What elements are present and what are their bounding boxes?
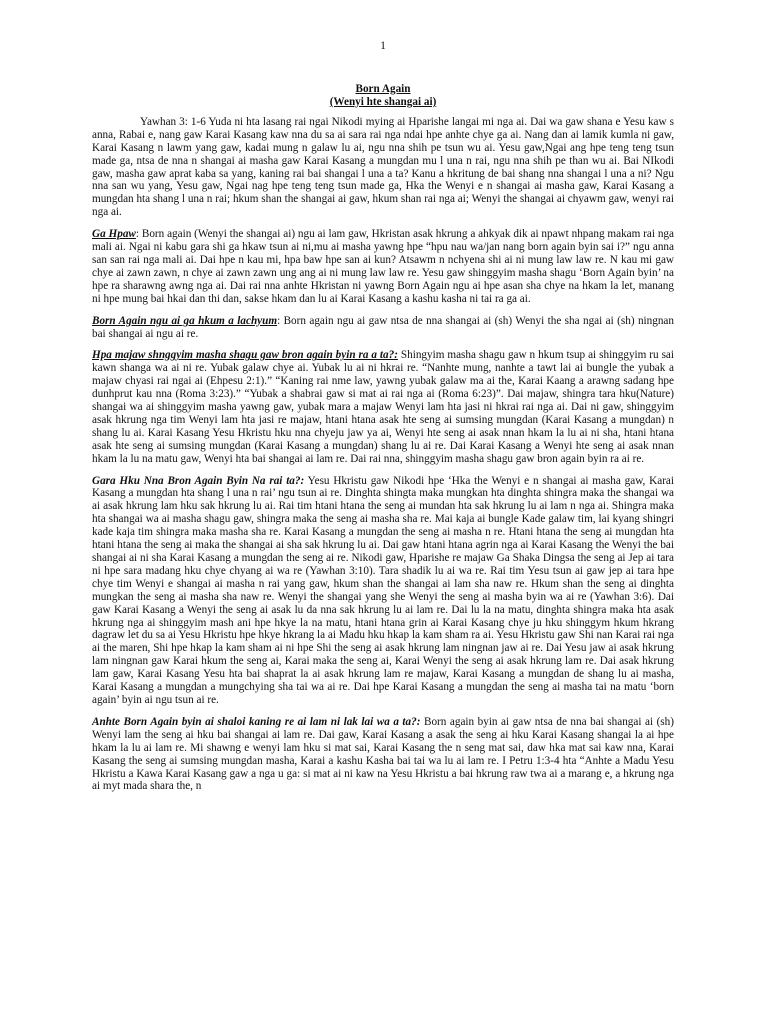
section-text: Born again (Wenyi the shangai ai) ngu ai lam gaw, Hkristan asak hkrung a ahkyak dik ai npawt nhpang makam rai nga mali ai. Ngai ni kabu gara shi ga hkaw tsun ai ni,mu ai masha yawng hpe “hpu nau wa/jan nang born again byin sai i?” ngu anna san san rai nga mali ai. Dai hpe n kau mi, hpa baw hpe san ai kun? Atsawm n nchyena shi ai ni mung law law re. N kau mi gaw chye ai zawn zawn, n chye ai zawn zawn ung ang ai ni mung law law re. Yesu gaw shinggyim masha shagu ‘Born Again byin’ na hpe ra sharawng awng nga ai. Dai rai nna anhte Hkristan ni yawng Born Again ngu ai hpe asan sha chye na hkam la let, manang ni hpe mung bai hkai dan thi dan, sakse hkam dan lu ai Karai Kasang a kashu kasha ni tai ra ga ai. [92, 228, 674, 305]
section-ga-hpaw [92, 228, 674, 305]
section-meaning [92, 315, 674, 341]
section-text: Born again byin ai gaw ntsa de nna bai shangai ai (sh) Wenyi lam the seng ai hku bai shangai ai lam re. Dai gaw, Karai Kasang a asak the seng ai hku Karai Kasang shangai la ai hpe hkam la lu ai lam re. Mi shawng e wenyi lam hku si mat sai, Karai Kasang the n seng mat sai, daw hka mat sai kaw nna, Karai Kasang the seng ai sumsing mungdan masha, Karai a kashu Kasha bai tai wa lu ai lam re. I Petru 1:3-4 hta “Anhte a Madu Yesu Hkristu a Kawa Karai Kasang gaw a nga u ga: si mat ai ni kaw na Yesu Hkristu a bai hkrung raw twa ai a marang e, a hkrung nga ai myt mada shara the, n [92, 715, 674, 793]
section-heading: Anhte Born Again byin ai shaloi kaning re ai lam ni lak lai wa a ta?: [92, 715, 421, 728]
section-text: Yesu Hkristu gaw Nikodi hpe ‘Hka the Wenyi e n shangai ai masha gaw, Karai Kasang a mungdan hta shang l una n rai’ ngu tsun ai re. Dinghta shingta maka mungkan hta dinghta shingra maka the shangai wa ai asak hkrung lam hku sak hkrung lu ai. Rai tim htani htana the seng ai mundan hta sak hkrung lu ai lam n nga ai. Shingra maka hta shangai wa ai masha shagu gaw, shingra maka the seng ai masha sha re. Mai kaja ai bungle Kade galaw tim, lai kyang shingri kade kaja tim shingra maka masha sha re. Karai Kasang a mungdan the seng ai masha n re. Htani htana the seng ai mungdan hta htani htana the seng ai maka the shangai ai sha sak hkrung lu ai. Dai gaw htani htana agrin nga ai Karai Kasang the Wenyi the bai shangai ai ni sha Karai Kasang a mungdan the seng ai re. Nikodi gaw, Hparishe re majaw Ga Shaka Dingsa the seng ai Jep ai tara ni hpe sara madang hku chye chyang ai wa re (Yawhan 3:10). Tara shadik lu ai wa re. Rai tim Yesu tsun ai gaw jep ai tara hpe chye tim Wenyi e shangai ai masha n rai yang gaw, hkum shan the shangai ai lam sha naw re. Hkum shan the seng ai dinghta mungkan the seng ai masha sha naw re. Wenyi the shangai yang she Wenyi the seng ai masha byin wa ai re (Yawhan 3:6). Dai gaw Karai Kasang a Wenyi the seng ai asak lu da nna sak hkrung lu ai lam re. Dai lu la na matu, dinghta shingra maka hta asak hkrung nga ai shinggyim mash ani hpe hkye la na matu, htani htana grin ai Karai Kasang chye ju hku shinggym hkum hkrang dagraw let du sa ai Yesu Hkristu hpe hkye hkrang la ai Madu hku hkap la kam sham ra ai. Yesu Hkristu gaw Shi nan Karai rai nga ai the maren, Shi hpe hkap la kam sham ai ni hpe Shi the seng ai asak hkrung lam ningnan jaw ai re. Dai Yesu jaw ai asak hkrung lam ningnan gaw Karai hkum the seng ai, Karai maka the seng ai, Karai Wenyi the seng ai asak hkrung lam re. Dai asak hkrung lam gaw, Karai Kasang Yesu hta bai shaprat la ai asak hkrung lam re majaw, Karai Kasang a mungdan de shang lu ai masha, Karai Kasang a mungdan a mungchying sha tai wa ai re. Dai hpe Karai Kasang a mungdan the seng ai masha tai na matu ‘born again’ byin ai ngu tsun ai re. [92, 474, 674, 706]
section-what-happens [92, 716, 674, 793]
section-text: Shingyim masha shagu gaw n hkum tsup ai shinggyim ru sai kawn shanga wa ai ni re. Yubak galaw chye ai. Yubak lu ai ni hkrai re. “Nanhte mung, nanhte a tawt lai ai bungle the yubak a majaw chyasi rai ngai ai (Ehpesu 2:1).” “Kaning rai nme law, yawng yubak galaw ma ai the, Karai Kaang a arawng sadang hpe dunhprut kau nna (Roma 3:23).” “Yubak a shabrai gaw si mat ai rai nga ai (Roma 6:23)”. Dai majaw, shingra tara hku(Nature) shangai wa ai shinggyim masha yawng gaw, yubak mara a majaw Wenyi lam hta jasi ni hkrai rai nga ai. Dai ni gaw, shinggyim asak hkrung nga tim Wenyi lam hta jasi re majaw, htani htana asak hte seng ai sumsing mungdan (Karai Kasang a mungdan) n shang lu ai. Karai Kasang Yesu Hkristu hku nna chyeju jaw ya ai, Wenyi hte seng ai asak nnan hkam la lu ai ni sha, htani htana asak hte seng ai sumsing mungdan (Karai Kasang a mungdan) shang lu ai re. Dai Karai Kasang a Wenyi hte seng ai asak nnan hkam la lu na matu gaw, Wenyi hta bai shangai ai lam re. Dai rai nna, shinggyim masha shagu gaw bron again byin ra ai re. [92, 349, 674, 465]
section-heading: Hpa majaw shnggyim masha shagu gaw bron again byin ra a ta?: [92, 349, 398, 362]
section-how [92, 475, 674, 707]
section-why [92, 349, 674, 465]
intro-paragraph: Yawhan 3: 1-6 Yuda ni hta lasang rai ngai Nikodi mying ai Hparishe langai mi nga ai. Dai wa gaw shana e Yesu kaw s anna, Rabai e, nang gaw Karai Kasang kaw nna du sa ai sara rai nga ndai hpe anhte chye ga ai. Nang dan ai lamik kumla ni gaw, Karai Kasang n lawm yang gaw, kadai mung n galaw lu ai, ngu nna shih pe tsun wu ai. Yesu gaw,Ngai ang hpe teng teng tsun made ga, ntsa de nna n shangai ai masha gaw Karai Kasang a mungdan mu l una n rai, ngu nna shih pe than wu ai. Bai NIkodi gaw, masha gaw aprat kaba sa yang, kaning rai bai shangai l una a ta? Kanu a hkritung de bai shang nna shangai l una a ni? Ngu nna san wu yang, Yesu gaw, Ngai nag hpe teng teng tsun made ga, Hka the Wenyi e n shangai ai masha gaw, Karai Kasang a mungdan hta shang l una n rai; hkum shan the shangai ai gaw, hkum shan rai nga ai; Wenyi the shangai ai chyawm gaw, wenyi rai nga ai. [92, 115, 674, 219]
section-text: Born again ngu ai gaw ntsa de nna shangai ai (sh) Wenyi the sha ngai ai (sh) ningnan bai shangai ai ngu ai re. [92, 314, 674, 340]
document-page [92, 40, 674, 802]
page-number: 1 [380, 40, 386, 52]
section-heading: Ga Hpaw [92, 228, 136, 241]
document-title: Born Again [355, 82, 411, 95]
section-heading: Gara Hku Nna Bron Again Byin Na rai ta?: [92, 474, 305, 487]
document-subtitle: (Wenyi hte shangai ai) [329, 95, 437, 108]
section-separator: : [277, 314, 284, 327]
section-heading: Born Again ngu ai ga hkum a lachyum [92, 314, 278, 327]
title-block [92, 83, 674, 109]
section-separator: : [135, 228, 142, 241]
